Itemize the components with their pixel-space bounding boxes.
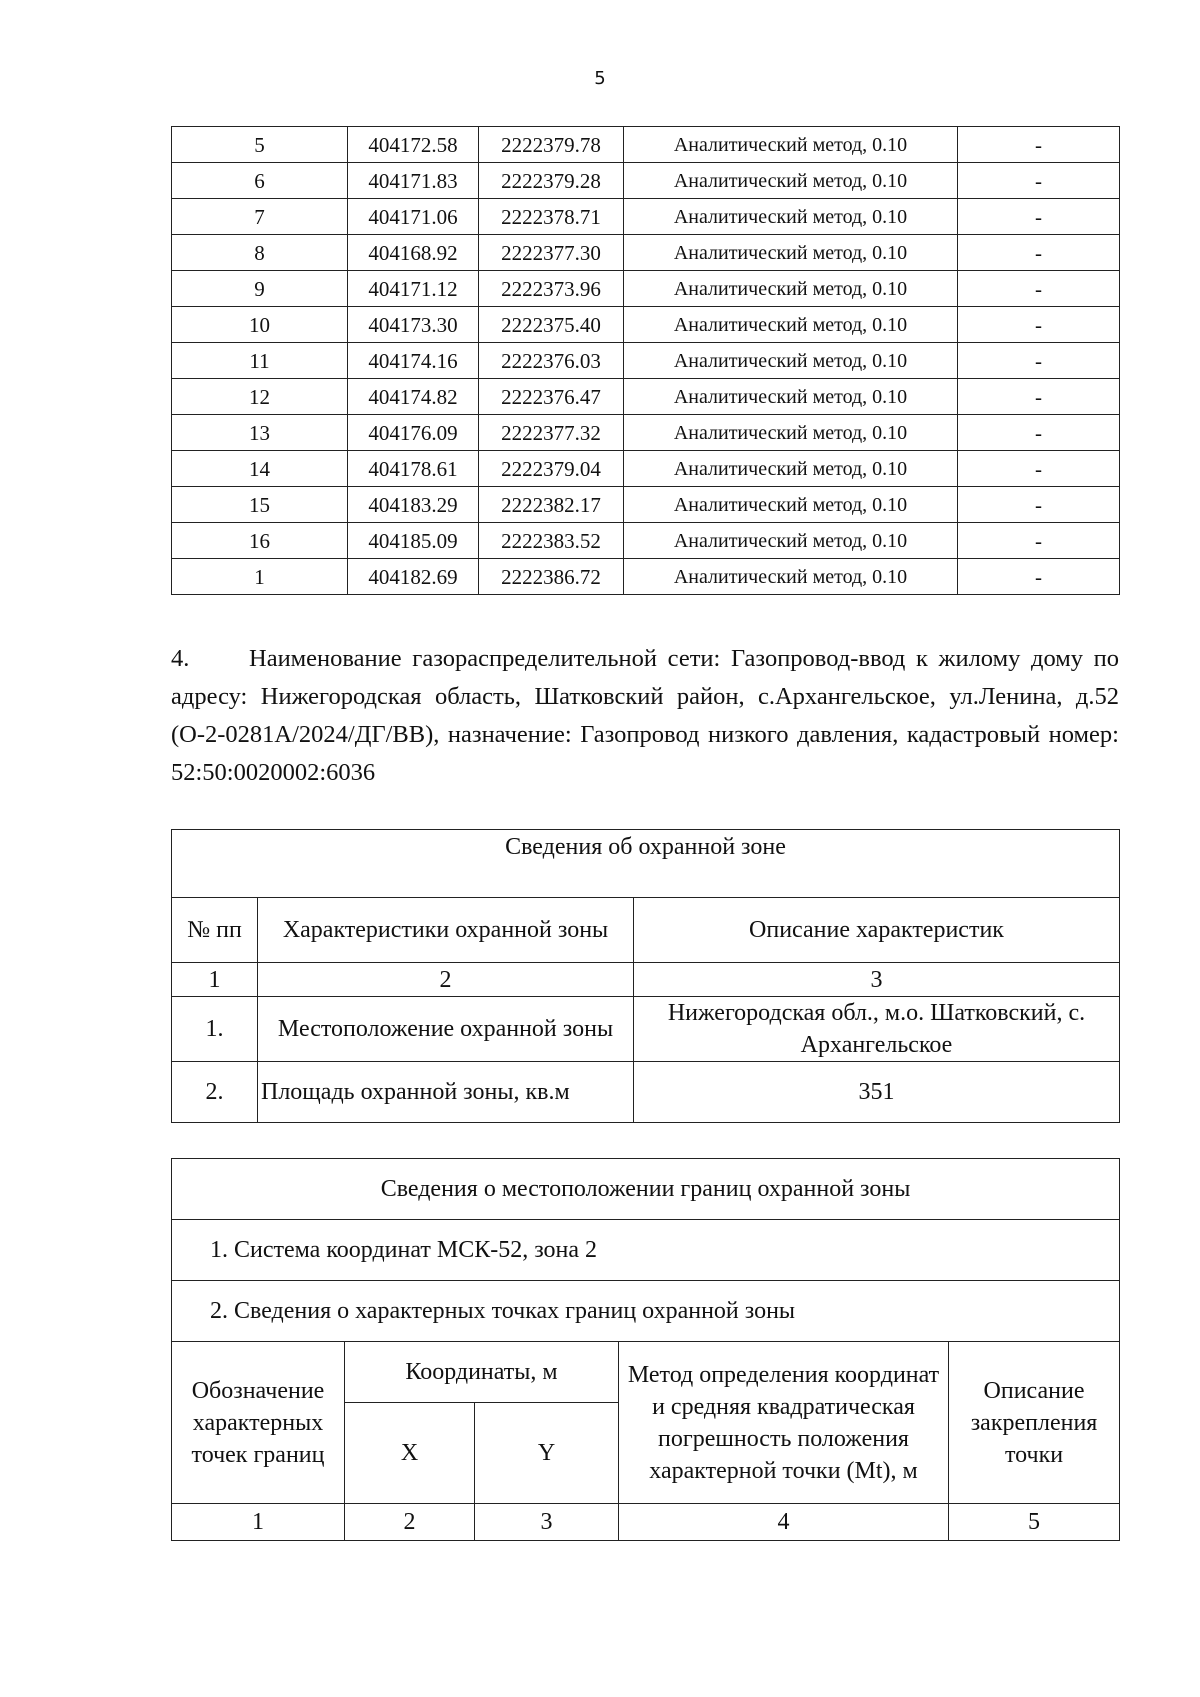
coord-x: 404172.58 bbox=[348, 127, 479, 163]
page-number: 5 bbox=[594, 68, 606, 89]
fixing-description: - bbox=[958, 559, 1120, 595]
coord-y: 2222376.47 bbox=[479, 379, 624, 415]
protection-zone-table bbox=[171, 829, 1120, 1123]
coord-y: 2222377.32 bbox=[479, 415, 624, 451]
table-row bbox=[172, 343, 1120, 379]
coordinates-table bbox=[171, 126, 1120, 595]
method: Аналитический метод, 0.10 bbox=[624, 307, 958, 343]
fixing-description: - bbox=[958, 271, 1120, 307]
coord-x: 404168.92 bbox=[348, 235, 479, 271]
table-row bbox=[172, 379, 1120, 415]
fixing-description: - bbox=[958, 199, 1120, 235]
coord-x: 404183.29 bbox=[348, 487, 479, 523]
zone-header-description: Описание характеристик bbox=[634, 898, 1120, 963]
coord-y: 2222379.78 bbox=[479, 127, 624, 163]
table-row bbox=[172, 271, 1120, 307]
method: Аналитический метод, 0.10 bbox=[624, 451, 958, 487]
point-number: 15 bbox=[172, 487, 348, 523]
table-row bbox=[172, 415, 1120, 451]
coord-x: 404171.12 bbox=[348, 271, 479, 307]
zone-row-characteristic: Местоположение охранной зоны bbox=[258, 997, 634, 1062]
table-row bbox=[172, 307, 1120, 343]
table-row bbox=[172, 523, 1120, 559]
method: Аналитический метод, 0.10 bbox=[624, 487, 958, 523]
boundary-col-number: 4 bbox=[619, 1504, 949, 1541]
zone-row-value: Нижегородская обл., м.о. Шатковский, с. Архангельское bbox=[634, 997, 1120, 1062]
coord-y: 2222379.28 bbox=[479, 163, 624, 199]
coord-x: 404171.83 bbox=[348, 163, 479, 199]
table-row bbox=[172, 451, 1120, 487]
header-fixing-description: Описание закрепления точки bbox=[949, 1342, 1120, 1504]
boundary-location-table bbox=[171, 1158, 1120, 1541]
method: Аналитический метод, 0.10 bbox=[624, 415, 958, 451]
zone-col-number: 3 bbox=[634, 963, 1120, 997]
point-number: 5 bbox=[172, 127, 348, 163]
method: Аналитический метод, 0.10 bbox=[624, 163, 958, 199]
method: Аналитический метод, 0.10 bbox=[624, 523, 958, 559]
zone-row-characteristic: Площадь охранной зоны, кв.м bbox=[258, 1062, 634, 1123]
boundary-col-number: 3 bbox=[475, 1504, 619, 1541]
points-section-title: 2. Сведения о характерных точках границ охранной зоны bbox=[172, 1281, 1120, 1342]
fixing-description: - bbox=[958, 235, 1120, 271]
method: Аналитический метод, 0.10 bbox=[624, 379, 958, 415]
coord-x: 404178.61 bbox=[348, 451, 479, 487]
coord-y: 2222378.71 bbox=[479, 199, 624, 235]
point-number: 13 bbox=[172, 415, 348, 451]
header-method: Метод определения координат и средняя квадратическая погрешность положения характерной точки (Mt), м bbox=[619, 1342, 949, 1504]
coord-x: 404171.06 bbox=[348, 199, 479, 235]
coord-x: 404176.09 bbox=[348, 415, 479, 451]
coord-y: 2222382.17 bbox=[479, 487, 624, 523]
header-coordinates: Координаты, м bbox=[345, 1342, 619, 1403]
fixing-description: - bbox=[958, 163, 1120, 199]
table-row bbox=[172, 559, 1120, 595]
coord-x: 404174.16 bbox=[348, 343, 479, 379]
fixing-description: - bbox=[958, 307, 1120, 343]
point-number: 12 bbox=[172, 379, 348, 415]
coord-x: 404174.82 bbox=[348, 379, 479, 415]
table-row bbox=[172, 199, 1120, 235]
fixing-description: - bbox=[958, 523, 1120, 559]
zone-row-number: 1. bbox=[172, 997, 258, 1062]
table-row bbox=[172, 163, 1120, 199]
point-number: 16 bbox=[172, 523, 348, 559]
zone-header-number: № пп bbox=[172, 898, 258, 963]
header-designation: Обозначение характерных точек границ bbox=[172, 1342, 345, 1504]
method: Аналитический метод, 0.10 bbox=[624, 235, 958, 271]
coord-y: 2222386.72 bbox=[479, 559, 624, 595]
table-row bbox=[172, 127, 1120, 163]
section-paragraph bbox=[171, 640, 1119, 792]
point-number: 6 bbox=[172, 163, 348, 199]
coord-x: 404185.09 bbox=[348, 523, 479, 559]
fixing-description: - bbox=[958, 379, 1120, 415]
fixing-description: - bbox=[958, 127, 1120, 163]
table-row bbox=[172, 235, 1120, 271]
table-row bbox=[172, 487, 1120, 523]
boundary-col-number: 1 bbox=[172, 1504, 345, 1541]
method: Аналитический метод, 0.10 bbox=[624, 199, 958, 235]
point-number: 9 bbox=[172, 271, 348, 307]
coord-x: 404173.30 bbox=[348, 307, 479, 343]
section-text: Наименование газораспределительной сети: Газопровод-ввод к жилому дому по адресу: Нижегородская область, Шатковский район, с.Архангельское, ул.Ленина, д.52 (О-2-0281А/2024/ДГ/ВВ), назначение: Газопровод низкого давления, кадастровый номер: 52:50:0020002:6036 bbox=[171, 645, 1119, 786]
method: Аналитический метод, 0.10 bbox=[624, 559, 958, 595]
zone-row-value: 351 bbox=[634, 1062, 1120, 1123]
zone-row-number: 2. bbox=[172, 1062, 258, 1123]
point-number: 8 bbox=[172, 235, 348, 271]
section-number: 4. bbox=[171, 645, 190, 672]
boundary-table-title: Сведения о местоположении границ охранной зоны bbox=[172, 1159, 1120, 1220]
point-number: 11 bbox=[172, 343, 348, 379]
coord-y: 2222383.52 bbox=[479, 523, 624, 559]
coord-y: 2222379.04 bbox=[479, 451, 624, 487]
method: Аналитический метод, 0.10 bbox=[624, 271, 958, 307]
fixing-description: - bbox=[958, 343, 1120, 379]
point-number: 14 bbox=[172, 451, 348, 487]
point-number: 1 bbox=[172, 559, 348, 595]
header-x: X bbox=[345, 1403, 475, 1504]
coord-y: 2222377.30 bbox=[479, 235, 624, 271]
zone-col-number: 2 bbox=[258, 963, 634, 997]
coord-y: 2222373.96 bbox=[479, 271, 624, 307]
boundary-col-number: 5 bbox=[949, 1504, 1120, 1541]
coord-x: 404182.69 bbox=[348, 559, 479, 595]
fixing-description: - bbox=[958, 451, 1120, 487]
method: Аналитический метод, 0.10 bbox=[624, 127, 958, 163]
point-number: 7 bbox=[172, 199, 348, 235]
method: Аналитический метод, 0.10 bbox=[624, 343, 958, 379]
fixing-description: - bbox=[958, 487, 1120, 523]
coord-y: 2222376.03 bbox=[479, 343, 624, 379]
coordinate-system: 1. Система координат МСК-52, зона 2 bbox=[172, 1220, 1120, 1281]
zone-header-characteristics: Характеристики охранной зоны bbox=[258, 898, 634, 963]
fixing-description: - bbox=[958, 415, 1120, 451]
coord-y: 2222375.40 bbox=[479, 307, 624, 343]
zone-col-number: 1 bbox=[172, 963, 258, 997]
zone-table-title: Сведения об охранной зоне bbox=[172, 830, 1120, 898]
boundary-col-number: 2 bbox=[345, 1504, 475, 1541]
point-number: 10 bbox=[172, 307, 348, 343]
header-y: Y bbox=[475, 1403, 619, 1504]
